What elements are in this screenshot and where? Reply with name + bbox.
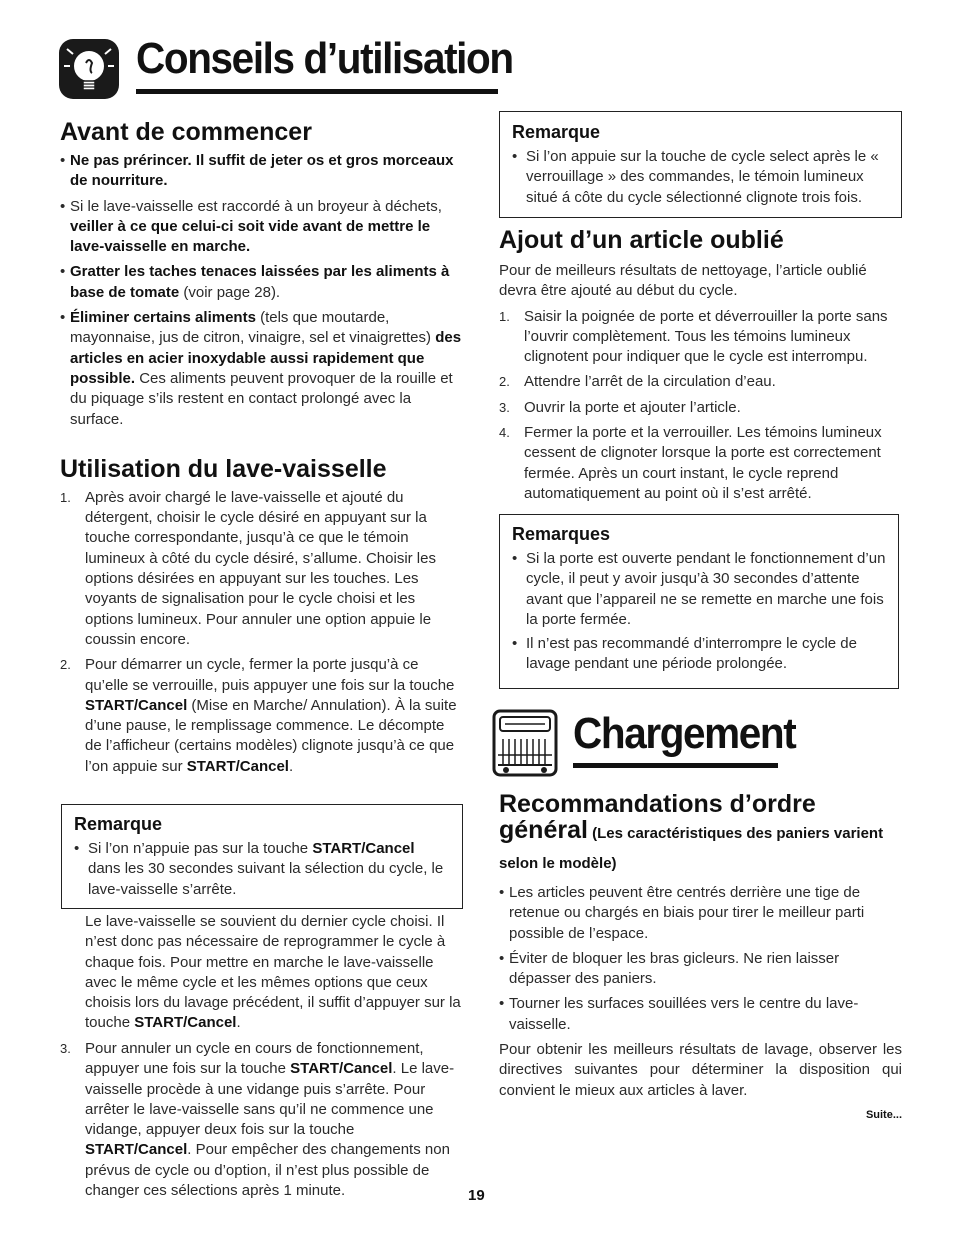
lightbulb-icon (57, 37, 121, 101)
suite-link[interactable]: Suite... (865, 1108, 902, 1121)
list-item: • Si le lave-vaisselle est raccordé à un broyeur à déchets, veiller à ce que celui-ci soit vide avant de mettre le lave-vaisselle en marche. (60, 197, 464, 258)
memory-paragraph: Le lave-vaisselle se souvient du dernier cycle choisi. Il n’est donc pas nécessaire de reprogrammer le cycle à chaque fois. Pour mettre en marche le lave-vaisselle avec le même cycle et les mêmes options que ceux choisis lors du lavage précédent, il suffit d’appuyer sur la touche START/Cancel. (85, 913, 461, 1032)
remarques-box (499, 514, 899, 689)
avant-list (60, 151, 464, 430)
title-underline (136, 89, 498, 94)
reco-heading: Recommandations d’ordre général (Les caractéristiques des paniers varient selon le modèle) (499, 790, 884, 872)
utilisation-steps (60, 488, 464, 777)
ajout-intro: Pour de meilleurs résultats de nettoyage, l’article oublié devra être ajouté au début du cycle. (499, 262, 867, 300)
remarque-list (512, 147, 889, 208)
remarque-list (74, 839, 450, 900)
chargement-section (499, 791, 902, 1121)
list-item: • Éviter de bloquer les bras gicleurs. Ne rien laisser dépasser des paniers. (499, 949, 902, 990)
remarque-heading: Remarque (74, 814, 163, 834)
list-item: 3. Pour annuler un cycle en cours de fonctionnement, appuyer une fois sur la touche START/Cancel. Le lave-vaisselle procède à une vidange puis s’arrête. Pour arrêter le lave-vaisselle sans qu’il ne commence une vidange, appuyer deux fois sur la touche START/Cancel. Pour empêcher des changements non prévus de cycle ou d’option, il n’est plus possible de changer ces sélections après 1 minute. (60, 1040, 455, 1200)
avant-heading: Avant de commencer (60, 118, 312, 146)
list-item: 1. Après avoir chargé le lave-vaisselle et ajouté du détergent, choisir le cycle désiré en appuyant sur la touche correspondante, jusqu’à ce que le témoin lumineux à côté du cycle désiré, s’allume. Choisir les options désirées en appuyant sur les touches. Les voyants de signalisation pour le cycle choisi et les options lumineux. Pour annuler une option appuie le coussin encore. (60, 488, 436, 648)
dish-rack-icon (492, 709, 558, 777)
list-item: • Les articles peuvent être centrés derrière une tige de retenue ou chargés en biais pour tirer le meilleur parti possible de l’espace. (499, 883, 902, 944)
remarques-heading: Remarques (512, 524, 611, 544)
list-item: • Éliminer certains aliments (tels que moutarde, mayonnaise, jus de citron, vinaigre, sel et vinaigrettes) des articles en acier inoxydable aussi rapidement que possible. Ces aliments peuvent provoquer de la rouille et du piquage s’ils restent en contact prolongé avec la surface. (60, 308, 464, 430)
remarque-box-top (499, 111, 902, 218)
remarque-heading: Remarque (512, 122, 601, 142)
page-number: 19 (468, 1187, 485, 1204)
utilisation-heading: Utilisation du lave-vaisselle (60, 454, 387, 483)
list-item: 1. Saisir la poignée de porte et déverrouiller la porte sans l’ouvrir complètement. Tous les témoins lumineux clignotent pour indiquer que le cycle est interrompu. (499, 307, 888, 366)
list-item: 2. Attendre l’arrêt de la circulation d’eau. (499, 373, 776, 391)
ajout-steps (499, 307, 902, 505)
list-item: 3. Ouvrir la porte et ajouter l’article. (499, 398, 741, 416)
ajout-heading: Ajout d’un article oublié (499, 226, 784, 254)
list-item: • Si la porte est ouverte pendant le fonctionnement d’un cycle, il peut y avoir jusqu’à 30 secondes d’attente avant que l’appareil ne se remette en marche une fois la porte fermée. (512, 549, 886, 630)
list-item: • Si l’on n’appuie pas sur la touche START/Cancel dans les 30 secondes suivant la sélection du cycle, le lave-vaisselle s’arrête. (74, 839, 450, 900)
page-title: Conseils d’utilisation (136, 34, 513, 83)
list-item: • Tourner les surfaces souillées vers le centre du lave-vaisselle. (499, 994, 902, 1035)
reco-outro: Pour obtenir les meilleurs résultats de lavage, observer les directives suivantes pour déterminer la disposition qui convient le mieux aux articles à laver. (499, 1041, 902, 1099)
remarques-list (512, 549, 886, 675)
chargement-underline (573, 763, 778, 768)
utilisation-step3 (60, 1039, 464, 1206)
list-item: 4. Fermer la porte et la verrouiller. Les témoins lumineux cessent de clignoter lorsque la porte est correctement fermée. Après un court instant, le cycle reprend automatiquement au point où il s’est arrêté. (499, 424, 882, 502)
ajout-section (499, 225, 902, 509)
remarque-box-left (61, 804, 463, 909)
list-item: • Gratter les taches tenaces laissées par les aliments à base de tomate (voir page 28). (60, 262, 464, 303)
list-item: • Ne pas prérincer. Il suffit de jeter os et gros morceaux de nourriture. (60, 151, 464, 192)
left-column (60, 117, 464, 782)
reco-list (499, 883, 902, 1035)
list-item: • Si l’on appuie sur la touche de cycle select après le « verrouillage » des commandes, le témoin lumineux situé á côte du cycle sélectionné clignote trois fois. (512, 147, 889, 208)
list-item: 2. Pour démarrer un cycle, fermer la porte jusqu’à ce qu’elle se verrouille, puis appuyer une fois sur la touche START/Cancel (Mise en Marche/ Annulation). À la suite d’une pause, le remplissage commence. Le décompte de l’afficheur (certains modèles) clignote jusqu’à ce que l’on appuie sur START/Cancel. (60, 656, 457, 775)
chargement-title: Chargement (573, 709, 796, 758)
list-item: • Il n’est pas recommandé d’interrompre le cycle de lavage pendant une période prolongée. (512, 634, 886, 675)
